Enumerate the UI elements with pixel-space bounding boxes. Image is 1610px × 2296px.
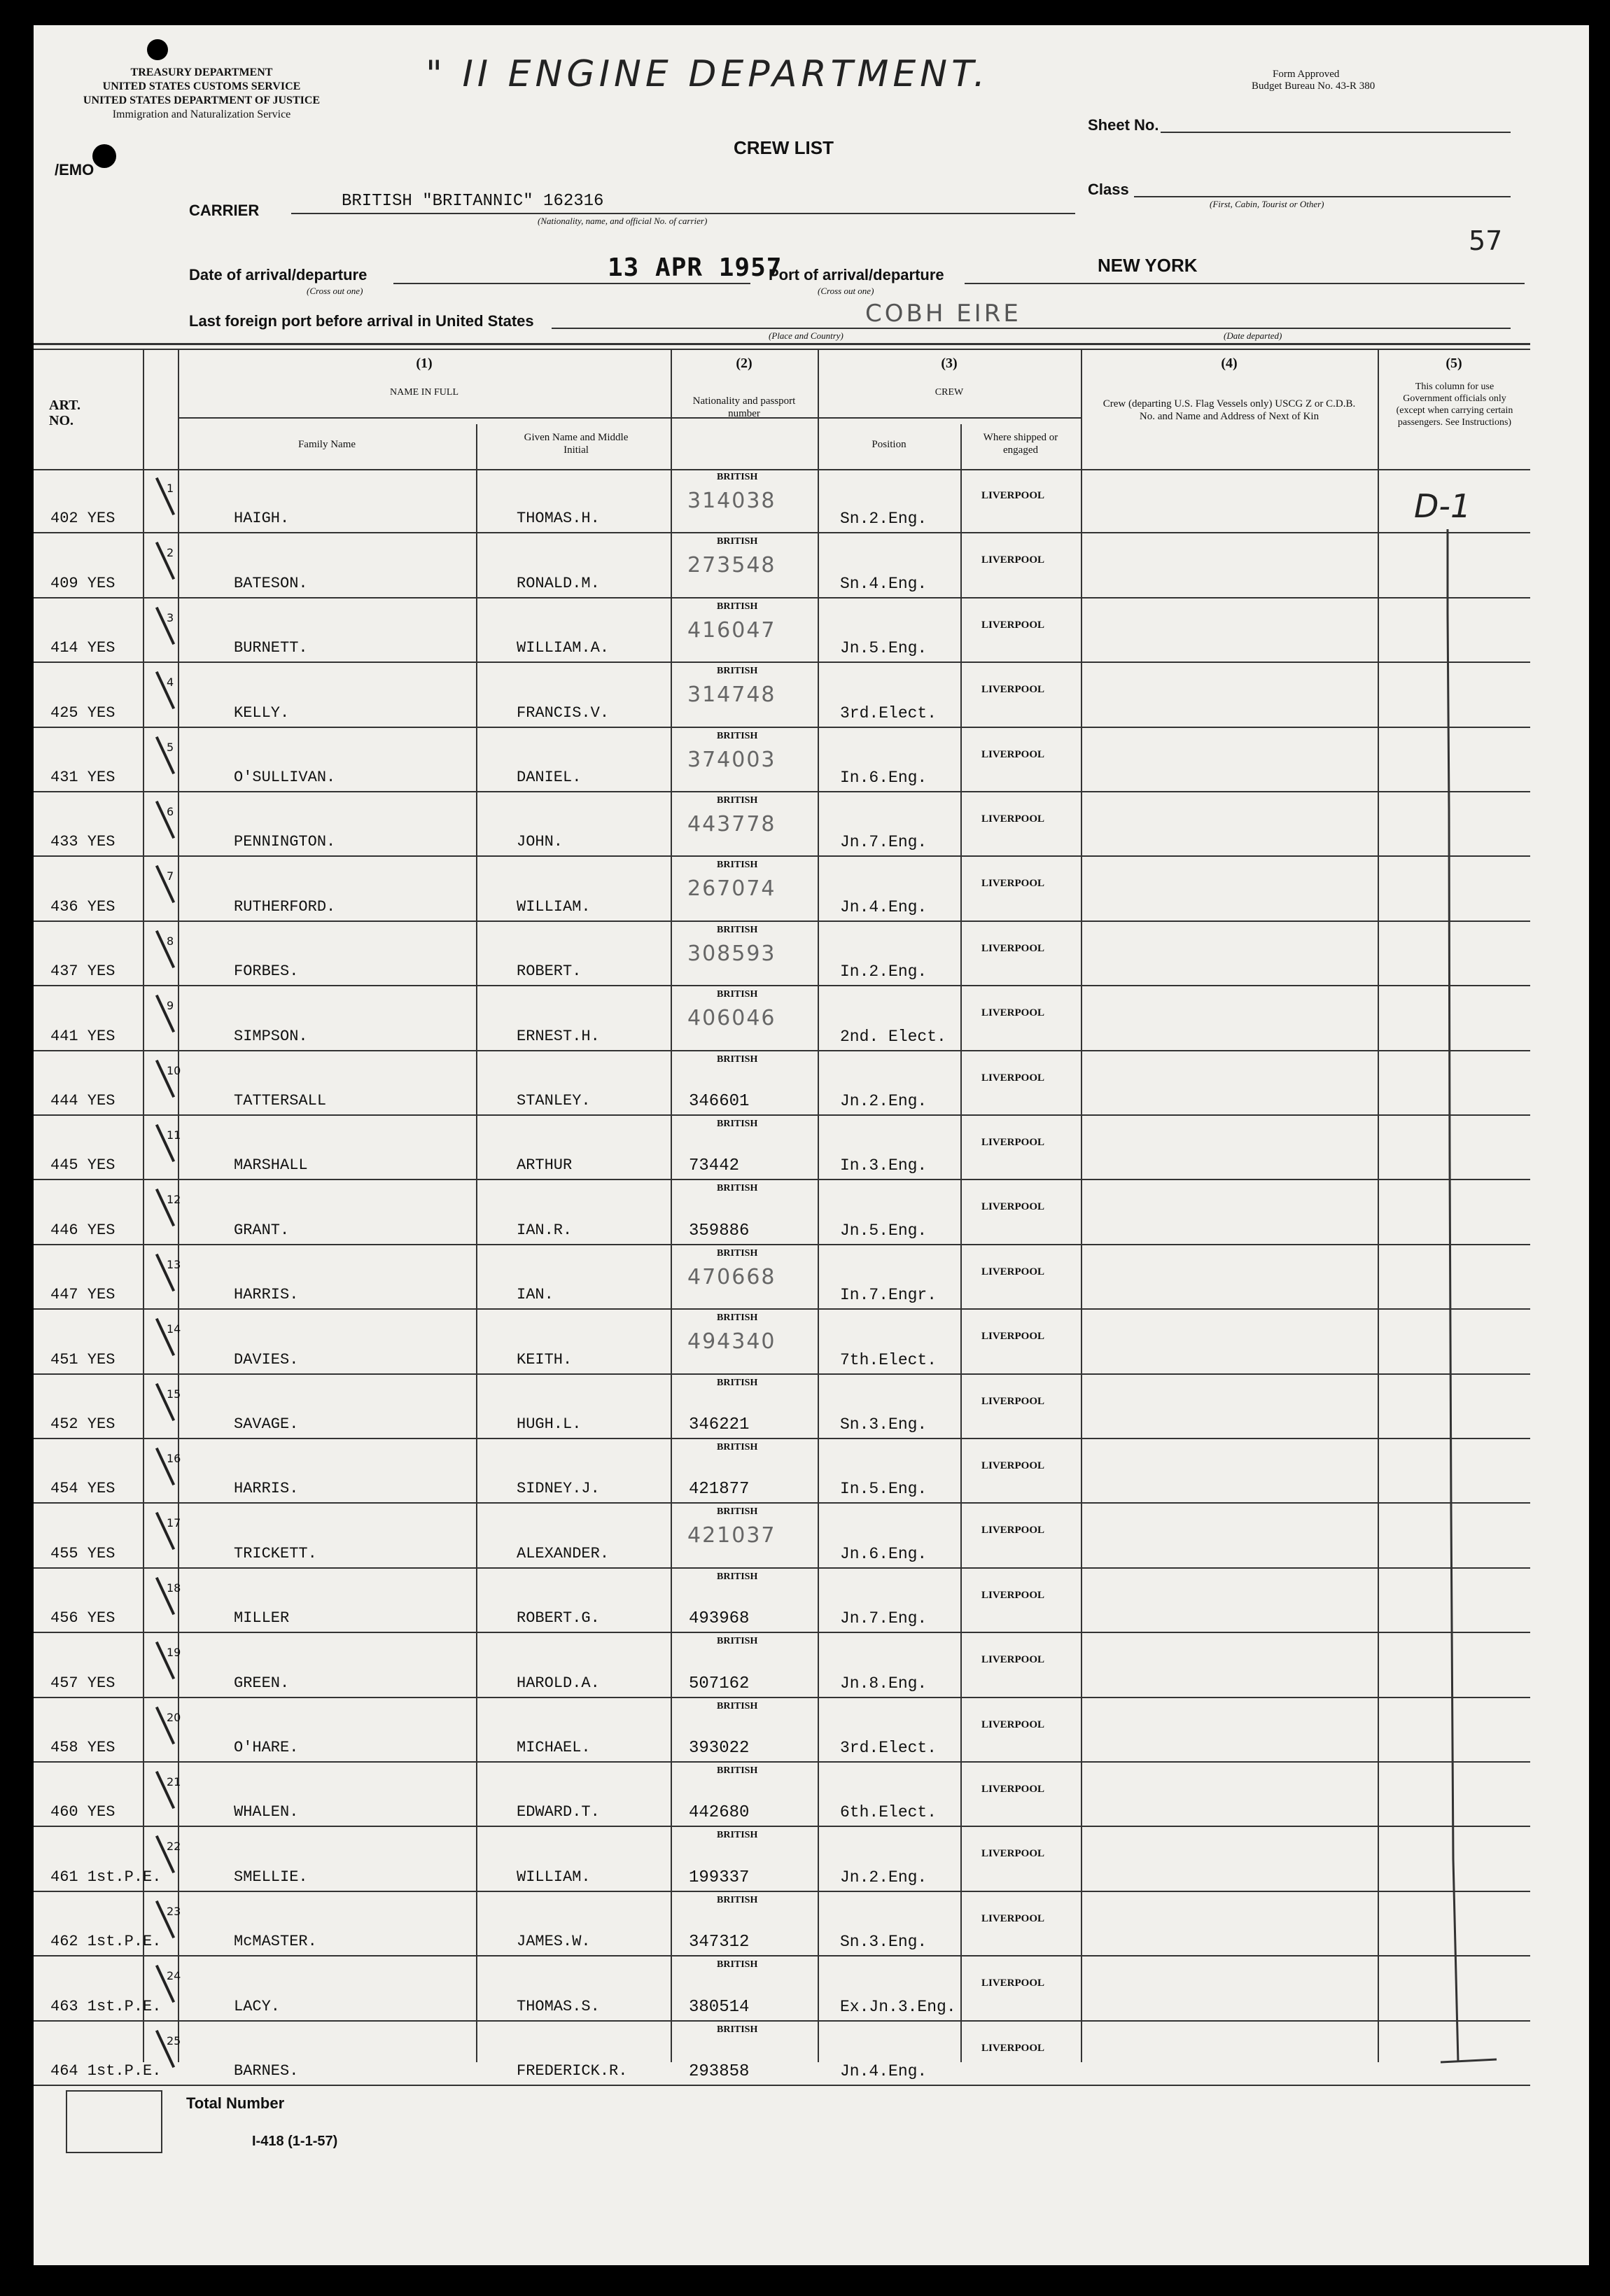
last-port-underline xyxy=(552,328,1511,329)
given-name: THOMAS.H. xyxy=(517,510,600,528)
family-name: RUTHERFORD. xyxy=(234,897,336,916)
art-number: 462 1st.P.E. xyxy=(50,1933,162,1951)
art-number: 457 YES xyxy=(50,1674,115,1692)
table-row xyxy=(34,1310,1530,1374)
passport-number: 380514 xyxy=(689,1997,750,2017)
art-number: 446 YES xyxy=(50,1221,115,1239)
given-name: KEITH. xyxy=(517,1350,573,1368)
subheader-rule xyxy=(178,417,1081,419)
col4-number: (4) xyxy=(1221,356,1238,371)
sequence-number: 19 xyxy=(167,1646,181,1660)
sequence-number: 6 xyxy=(167,805,174,818)
position: In.5.Eng. xyxy=(840,1480,927,1499)
art-number: 436 YES xyxy=(50,897,115,916)
position: Jn.2.Eng. xyxy=(840,1868,927,1886)
passport-number-handwritten: 374003 xyxy=(687,747,776,772)
col4-header: Crew (departing U.S. Flag Vessels only) USCG Z or C.D.B. No. and Name and Address of Next of Kin xyxy=(1102,398,1356,422)
art-number: 456 YES xyxy=(50,1609,115,1628)
row-rule xyxy=(34,2085,1530,2086)
sequence-number: 7 xyxy=(167,869,174,883)
col5-header: This column for use Government officials only (except when carrying certain passengers. See Instructions) xyxy=(1396,382,1513,428)
table-row xyxy=(34,1375,1530,1439)
nationality: BRITISH xyxy=(717,1506,758,1518)
col3-number: (3) xyxy=(941,356,958,371)
where-engaged: LIVERPOOL xyxy=(981,942,1045,954)
nationality: BRITISH xyxy=(717,1119,758,1129)
table-row xyxy=(34,533,1530,598)
total-number-label: Total Number xyxy=(186,2094,285,2112)
table-row xyxy=(34,986,1530,1051)
table-row xyxy=(34,1633,1530,1698)
date-underline xyxy=(393,283,750,284)
given-name: IAN.R. xyxy=(517,1221,573,1239)
passport-number: 393022 xyxy=(689,1738,750,1758)
sequence-number: 18 xyxy=(167,1581,181,1595)
where-engaged: LIVERPOOL xyxy=(981,813,1045,825)
class-label: Class xyxy=(1088,181,1129,198)
position: In.6.Eng. xyxy=(840,768,927,787)
position: Sn.2.Eng. xyxy=(840,510,927,528)
passport-number-handwritten: 494340 xyxy=(687,1329,776,1354)
given-name: MICHAEL. xyxy=(517,1738,591,1756)
sequence-number: 12 xyxy=(167,1193,181,1207)
sequence-number: 4 xyxy=(167,676,174,690)
agency-line: UNITED STATES CUSTOMS SERVICE xyxy=(102,80,301,92)
given-name: THOMAS.S. xyxy=(517,1997,600,2015)
family-name: BURNETT. xyxy=(234,639,308,657)
family-name: LACY. xyxy=(234,1997,281,2015)
sequence-number: 25 xyxy=(167,2033,181,2047)
art-number: 409 YES xyxy=(50,574,115,592)
nationality: BRITISH xyxy=(717,1442,758,1452)
sequence-number: 17 xyxy=(167,1516,181,1530)
nationality: BRITISH xyxy=(717,1959,758,1970)
family-name: BATESON. xyxy=(234,574,308,592)
punch-hole xyxy=(147,39,168,60)
position: 6th.Elect. xyxy=(840,1803,937,1822)
passport-number: 346221 xyxy=(689,1415,750,1434)
passport-number: 507162 xyxy=(689,1674,750,1693)
table-row xyxy=(34,1504,1530,1568)
passport-number-handwritten: 267074 xyxy=(687,876,776,902)
family-name: FORBES. xyxy=(234,962,299,981)
col2-header: Nationality and passport number xyxy=(692,396,796,419)
position: Jn.5.Eng. xyxy=(840,639,927,658)
where-engaged: LIVERPOOL xyxy=(981,1072,1045,1084)
position: Jn.4.Eng. xyxy=(840,2062,927,2080)
given-name: ALEXANDER. xyxy=(517,1544,610,1562)
art-number: 451 YES xyxy=(50,1350,115,1368)
table-row xyxy=(34,1569,1530,1633)
position: Sn.3.Eng. xyxy=(840,1933,927,1952)
col2-number: (2) xyxy=(736,356,752,371)
where-engaged: LIVERPOOL xyxy=(981,1266,1045,1278)
position: 7th.Elect. xyxy=(840,1350,937,1369)
passport-number-handwritten: 443778 xyxy=(687,812,776,836)
where-engaged: LIVERPOOL xyxy=(981,1201,1045,1213)
sequence-number: 9 xyxy=(167,999,174,1013)
position: Jn.8.Eng. xyxy=(840,1674,927,1693)
sequence-number: 22 xyxy=(167,1840,181,1854)
agency-line: UNITED STATES DEPARTMENT OF JUSTICE xyxy=(83,94,321,106)
where-engaged: LIVERPOOL xyxy=(981,1460,1045,1471)
sequence-number: 15 xyxy=(167,1387,181,1401)
nationality: BRITISH xyxy=(717,1377,758,1388)
passport-number: 359886 xyxy=(689,1221,750,1240)
given-name: EDWARD.T. xyxy=(517,1803,600,1821)
table-row xyxy=(34,663,1530,727)
position: In.7.Engr. xyxy=(840,1286,937,1305)
nationality: BRITISH xyxy=(717,1636,758,1647)
page-number: 57 xyxy=(1469,225,1503,256)
col5-handwritten-mark: D-1 xyxy=(1414,487,1471,525)
table-top-rule-2 xyxy=(34,349,1530,350)
nationality: BRITISH xyxy=(717,1700,758,1712)
where-engaged: LIVERPOOL xyxy=(981,1007,1045,1019)
art-number: 437 YES xyxy=(50,962,115,981)
position: Jn.4.Eng. xyxy=(840,897,927,916)
table-row xyxy=(34,857,1530,921)
where-engaged: LIVERPOOL xyxy=(981,748,1045,760)
family-name: O'HARE. xyxy=(234,1738,299,1756)
family-name: HARRIS. xyxy=(234,1480,299,1498)
position-header: Position xyxy=(872,439,906,450)
family-name: McMASTER. xyxy=(234,1933,317,1951)
sequence-number: 1 xyxy=(167,482,174,495)
table-row xyxy=(34,1892,1530,1956)
family-name-header: Family Name xyxy=(298,439,356,450)
passport-number-handwritten: 421037 xyxy=(687,1523,776,1548)
family-name: TATTERSALL xyxy=(234,1091,327,1110)
art-number: 447 YES xyxy=(50,1286,115,1304)
port-cross-hint: (Cross out one) xyxy=(818,286,874,296)
table-row xyxy=(34,922,1530,986)
family-name: O'SULLIVAN. xyxy=(234,768,336,786)
art-number: 454 YES xyxy=(50,1480,115,1498)
where-engaged: LIVERPOOL xyxy=(981,1784,1045,1795)
sequence-number: 14 xyxy=(167,1322,181,1336)
given-name: JAMES.W. xyxy=(517,1933,591,1951)
col5-handwritten-stroke xyxy=(1378,529,1532,2069)
family-name: SMELLIE. xyxy=(234,1868,308,1886)
family-name: MILLER xyxy=(234,1609,290,1628)
last-port-value: COBH EIRE xyxy=(865,300,1021,328)
art-number: 452 YES xyxy=(50,1415,115,1433)
passport-number-handwritten: 314748 xyxy=(687,682,776,708)
table-row xyxy=(34,1051,1530,1116)
where-engaged: LIVERPOOL xyxy=(981,1395,1045,1407)
given-name: IAN. xyxy=(517,1286,554,1304)
sheet-underline xyxy=(1161,132,1511,133)
family-name: GRANT. xyxy=(234,1221,290,1239)
given-name: RONALD.M. xyxy=(517,574,600,592)
family-name: BARNES. xyxy=(234,2062,299,2080)
where-engaged: LIVERPOOL xyxy=(981,1589,1045,1601)
margin-mark: /EMO xyxy=(55,161,94,178)
passport-number: 199337 xyxy=(689,1868,750,1887)
where-engaged: LIVERPOOL xyxy=(981,554,1045,566)
art-number: 444 YES xyxy=(50,1091,115,1110)
family-name: PENNINGTON. xyxy=(234,833,336,851)
nationality: BRITISH xyxy=(717,1312,758,1324)
sequence-number: 3 xyxy=(167,610,174,624)
nationality: BRITISH xyxy=(717,1054,758,1065)
position: Jn.5.Eng. xyxy=(840,1221,927,1240)
where-engaged: LIVERPOOL xyxy=(981,1137,1045,1148)
col3-header: CREW xyxy=(934,387,964,398)
position: 3rd.Elect. xyxy=(840,704,937,722)
date-departed-hint: (Date departed) xyxy=(1224,330,1282,341)
given-name: WILLIAM.A. xyxy=(517,639,610,657)
sequence-number: 10 xyxy=(167,1063,181,1077)
passport-number: 442680 xyxy=(689,1803,750,1823)
art-number: 464 1st.P.E. xyxy=(50,2062,162,2080)
budget-bureau-text: Budget Bureau No. 43-R 380 xyxy=(1252,80,1376,92)
punch-hole xyxy=(92,144,116,168)
table-row xyxy=(34,1827,1530,1891)
table-row xyxy=(34,728,1530,792)
carrier-value: BRITISH "BRITANNIC" 162316 xyxy=(342,192,604,211)
given-name: HUGH.L. xyxy=(517,1415,582,1433)
sequence-number: 11 xyxy=(167,1128,181,1142)
where-engaged: LIVERPOOL xyxy=(981,1718,1045,1730)
art-number: 414 YES xyxy=(50,639,115,657)
nationality: BRITISH xyxy=(717,536,758,547)
passport-number-handwritten: 314038 xyxy=(687,489,776,513)
family-name: SIMPSON. xyxy=(234,1027,308,1045)
col1-number: (1) xyxy=(416,356,433,371)
port-underline xyxy=(965,283,1525,284)
port-label: Port of arrival/departure xyxy=(769,266,944,284)
crew-list-sheet xyxy=(34,25,1589,2265)
form-title: CREW LIST xyxy=(734,137,834,158)
passport-number-handwritten: 406046 xyxy=(687,1006,776,1031)
carrier-underline xyxy=(291,213,1075,214)
art-number: 402 YES xyxy=(50,510,115,528)
carrier-hint: (Nationality, name, and official No. of carrier) xyxy=(538,216,708,226)
given-name: FRANCIS.V. xyxy=(517,704,610,722)
given-name: ROBERT. xyxy=(517,962,582,981)
passport-number-handwritten: 470668 xyxy=(687,1264,776,1289)
position: Jn.7.Eng. xyxy=(840,1609,927,1628)
class-hint: (First, Cabin, Tourist or Other) xyxy=(1210,199,1324,209)
where-engaged: LIVERPOOL xyxy=(981,1654,1045,1666)
nationality: BRITISH xyxy=(717,1765,758,1776)
family-name: MARSHALL xyxy=(234,1156,308,1175)
nationality: BRITISH xyxy=(717,924,758,935)
art-number: 455 YES xyxy=(50,1544,115,1562)
where-engaged: LIVERPOOL xyxy=(981,1977,1045,1989)
sequence-number: 23 xyxy=(167,1904,181,1918)
passport-number: 347312 xyxy=(689,1933,750,1952)
where-engaged: LIVERPOOL xyxy=(981,1848,1045,1860)
where-engaged: LIVERPOOL xyxy=(981,490,1045,501)
family-name: TRICKETT. xyxy=(234,1544,317,1562)
art-number: 458 YES xyxy=(50,1738,115,1756)
passport-number-handwritten: 416047 xyxy=(687,617,776,643)
sequence-number: 2 xyxy=(167,546,174,560)
col1-header: NAME IN FULL xyxy=(390,387,458,398)
position: Jn.6.Eng. xyxy=(840,1544,927,1563)
where-engaged: LIVERPOOL xyxy=(981,684,1045,696)
where-header: Where shipped or engaged xyxy=(983,432,1058,456)
agency-line: Immigration and Naturalization Service xyxy=(112,108,291,120)
form-approved xyxy=(1252,69,1375,92)
agency-line: TREASURY DEPARTMENT xyxy=(130,66,273,78)
table-row xyxy=(34,598,1530,663)
agency-block xyxy=(76,66,328,122)
table-row xyxy=(34,1956,1530,2021)
position: Sn.3.Eng. xyxy=(840,1415,927,1434)
family-name: WHALEN. xyxy=(234,1803,299,1821)
total-number-box[interactable] xyxy=(66,2090,162,2153)
table-top-rule xyxy=(34,343,1530,345)
port-value: NEW YORK xyxy=(1098,255,1198,276)
art-no-header: ART. NO. xyxy=(49,398,81,428)
given-name: FREDERICK.R. xyxy=(517,2062,628,2080)
date-label: Date of arrival/departure xyxy=(189,266,368,284)
nationality: BRITISH xyxy=(717,1894,758,1905)
nationality: BRITISH xyxy=(717,730,758,741)
given-name: JOHN. xyxy=(517,833,564,851)
nationality: BRITISH xyxy=(717,666,758,677)
col5-number: (5) xyxy=(1446,356,1462,371)
position: Ex.Jn.3.Eng. xyxy=(840,1997,956,2016)
passport-number: 346601 xyxy=(689,1091,750,1111)
family-name: HARRIS. xyxy=(234,1286,299,1304)
position: Jn.7.Eng. xyxy=(840,833,927,852)
family-name: GREEN. xyxy=(234,1674,290,1692)
where-engaged: LIVERPOOL xyxy=(981,619,1045,631)
where-engaged: LIVERPOOL xyxy=(981,1525,1045,1536)
nationality: BRITISH xyxy=(717,1571,758,1582)
table-row xyxy=(34,1698,1530,1763)
given-name: ERNEST.H. xyxy=(517,1027,600,1045)
passport-number-handwritten: 273548 xyxy=(687,553,776,578)
where-engaged: LIVERPOOL xyxy=(981,1912,1045,1924)
class-underline xyxy=(1134,196,1511,197)
given-name: DANIEL. xyxy=(517,768,582,786)
passport-number: 293858 xyxy=(689,2062,750,2081)
nationality: BRITISH xyxy=(717,2024,758,2035)
last-port-label: Last foreign port before arrival in United States xyxy=(189,312,534,330)
table-row xyxy=(34,2022,1530,2086)
nationality: BRITISH xyxy=(717,1183,758,1194)
nationality: BRITISH xyxy=(717,1247,758,1259)
position: 3rd.Elect. xyxy=(840,1738,937,1757)
family-name: DAVIES. xyxy=(234,1350,299,1368)
table-row xyxy=(34,1116,1530,1180)
art-number: 425 YES xyxy=(50,704,115,722)
sequence-number: 16 xyxy=(167,1452,181,1465)
art-number: 445 YES xyxy=(50,1156,115,1175)
place-hint: (Place and Country) xyxy=(769,330,844,341)
given-name: HAROLD.A. xyxy=(517,1674,600,1692)
art-number: 460 YES xyxy=(50,1803,115,1821)
given-name: STANLEY. xyxy=(517,1091,591,1110)
nationality: BRITISH xyxy=(717,1830,758,1841)
position: Jn.2.Eng. xyxy=(840,1091,927,1110)
family-name: HAIGH. xyxy=(234,510,290,528)
where-engaged: LIVERPOOL xyxy=(981,878,1045,890)
art-number: 433 YES xyxy=(50,833,115,851)
nationality: BRITISH xyxy=(717,860,758,871)
table-row xyxy=(34,1245,1530,1310)
sequence-number: 5 xyxy=(167,740,174,754)
nationality: BRITISH xyxy=(717,795,758,806)
art-number: 463 1st.P.E. xyxy=(50,1997,162,2015)
date-cross-hint: (Cross out one) xyxy=(307,286,363,296)
sequence-number: 8 xyxy=(167,934,174,948)
art-number: 431 YES xyxy=(50,768,115,786)
carrier-label: CARRIER xyxy=(189,202,260,219)
position: In.3.Eng. xyxy=(840,1156,927,1175)
form-number: I-418 (1-1-57) xyxy=(252,2134,338,2149)
passport-number: 421877 xyxy=(689,1480,750,1499)
position: 2nd. Elect. xyxy=(840,1027,946,1046)
date-stamp: 13 APR 1957 xyxy=(608,253,783,282)
given-name: ARTHUR xyxy=(517,1156,573,1175)
given-name-header: Given Name and Middle Initial xyxy=(524,432,629,456)
nationality: BRITISH xyxy=(717,989,758,1000)
table-row xyxy=(34,1180,1530,1245)
nationality: BRITISH xyxy=(717,472,758,482)
position: In.2.Eng. xyxy=(840,962,927,981)
where-engaged: LIVERPOOL xyxy=(981,1331,1045,1343)
art-number: 461 1st.P.E. xyxy=(50,1868,162,1886)
given-name: WILLIAM. xyxy=(517,897,591,916)
sheet-label: Sheet No. xyxy=(1088,116,1159,134)
table-row xyxy=(34,1439,1530,1504)
position: Sn.4.Eng. xyxy=(840,574,927,593)
family-name: KELLY. xyxy=(234,704,290,722)
passport-number: 493968 xyxy=(689,1609,750,1629)
handwritten-title: " II ENGINE DEPARTMENT. xyxy=(426,53,990,95)
passport-number: 73442 xyxy=(689,1156,740,1176)
given-name: WILLIAM. xyxy=(517,1868,591,1886)
sequence-number: 13 xyxy=(167,1257,181,1271)
sequence-number: 20 xyxy=(167,1710,181,1724)
sequence-number: 21 xyxy=(167,1775,181,1788)
table-row xyxy=(34,469,1530,533)
form-approved-text: Form Approved xyxy=(1273,69,1340,80)
given-name: ROBERT.G. xyxy=(517,1609,600,1628)
given-name: SIDNEY.J. xyxy=(517,1480,600,1498)
nationality: BRITISH xyxy=(717,601,758,612)
passport-number-handwritten: 308593 xyxy=(687,941,776,966)
family-name: SAVAGE. xyxy=(234,1415,299,1433)
art-number: 441 YES xyxy=(50,1027,115,1045)
where-engaged: LIVERPOOL xyxy=(981,2042,1045,2054)
sequence-number: 24 xyxy=(167,1969,181,1983)
table-row xyxy=(34,792,1530,857)
table-row xyxy=(34,1763,1530,1827)
